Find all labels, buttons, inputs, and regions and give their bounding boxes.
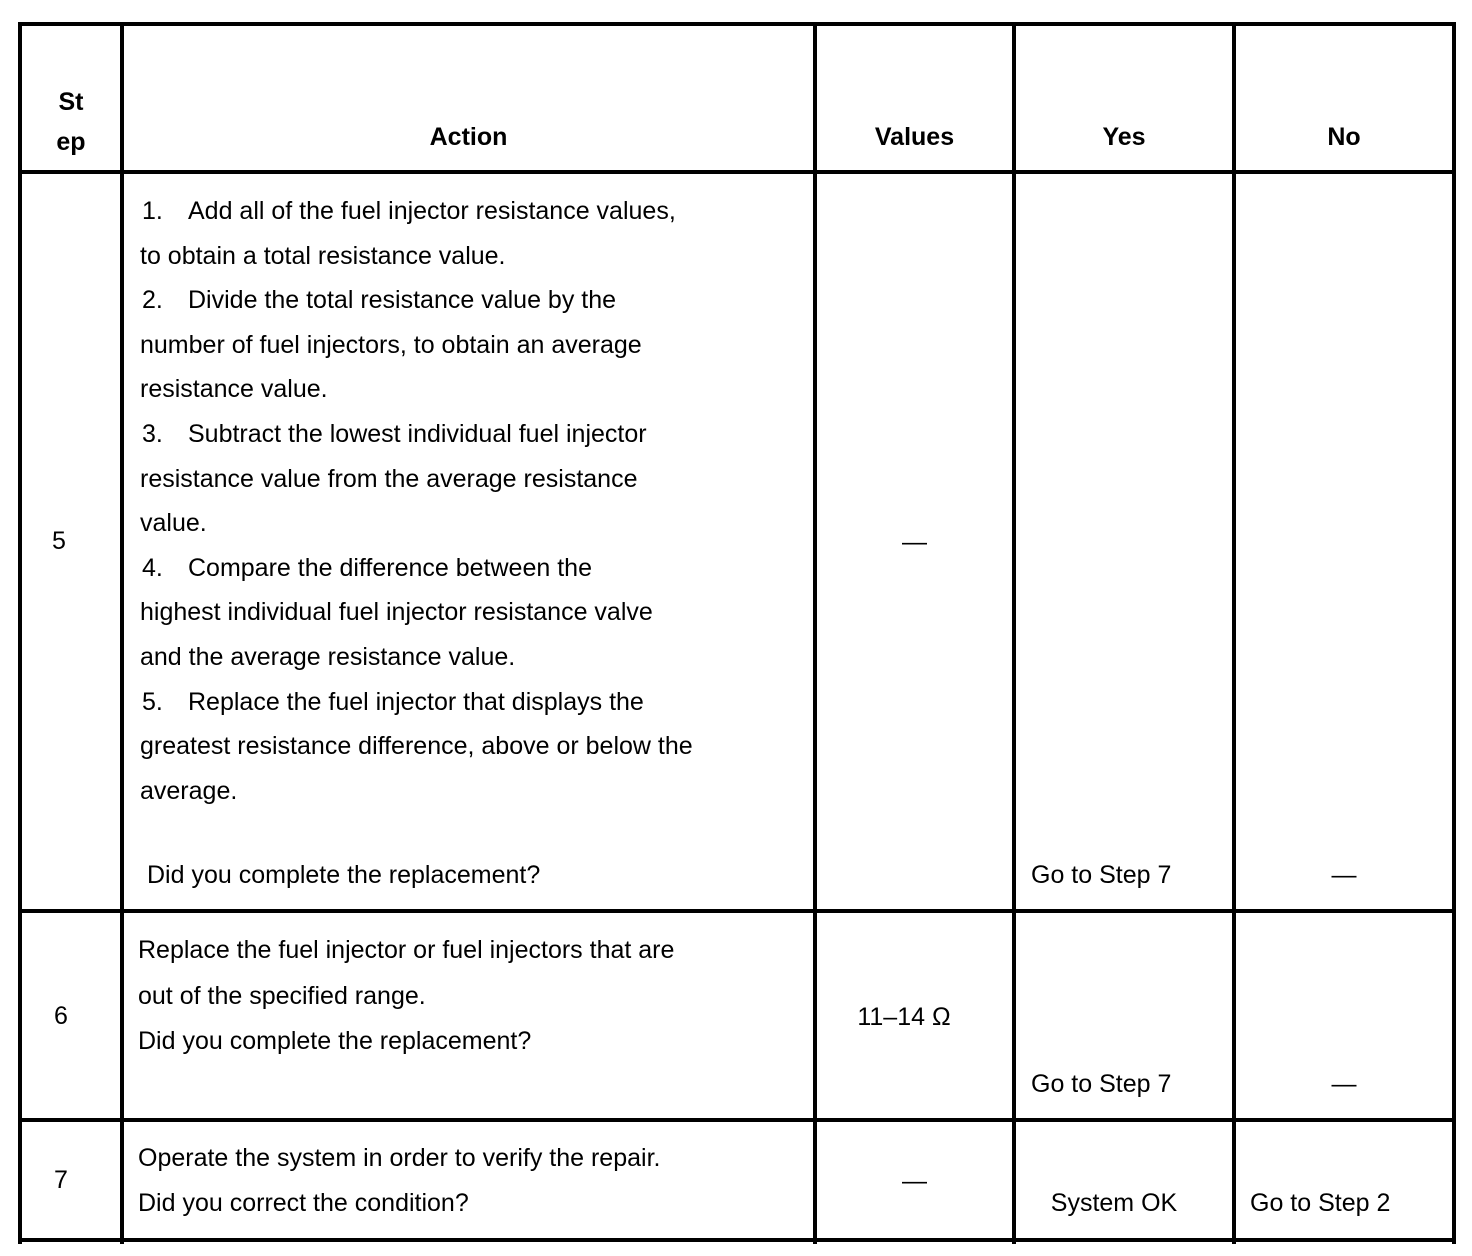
header-divider <box>18 170 1456 174</box>
step-item-number: 2. <box>142 286 163 315</box>
yes-cell: System OK <box>1050 1189 1178 1217</box>
action-line-text: Divide the total resistance value by the <box>188 286 617 315</box>
table-border-top <box>18 22 1456 26</box>
step-item-number: 3. <box>142 419 163 448</box>
action-line-text: Add all of the fuel injector resistance values, <box>188 197 676 225</box>
step-number: 5 <box>52 527 66 555</box>
yes-cell: Go to Step 7 <box>1031 1070 1172 1098</box>
column-divider <box>120 22 124 1244</box>
action-line-text: Replace the fuel injector or fuel injectors that are <box>138 936 675 964</box>
action-line <box>140 546 693 591</box>
action-line <box>138 1181 660 1226</box>
action-instructions <box>138 1136 660 1225</box>
action-line-text: highest individual fuel injector resistance valve <box>140 598 653 627</box>
column-divider <box>1012 22 1016 1244</box>
action-line <box>140 724 693 769</box>
action-line <box>140 769 693 814</box>
action-line-text: greatest resistance difference, above or below the <box>140 732 693 761</box>
diagnostic-table <box>18 22 1456 1244</box>
header-values: Values <box>874 123 955 151</box>
action-line-text: value. <box>140 509 207 538</box>
action-line <box>140 680 693 725</box>
step-number: 7 <box>54 1166 68 1194</box>
action-line <box>138 928 674 974</box>
row-divider <box>18 1118 1456 1122</box>
table-border-bottom <box>18 1238 1456 1242</box>
action-line <box>140 323 693 368</box>
action-line-text: out of the specified range. <box>138 981 426 1010</box>
action-line-text: Replace the fuel injector that displays the <box>188 687 644 716</box>
table-border-right <box>1452 22 1456 1244</box>
values-cell: — <box>902 528 927 556</box>
values-cell: 11–14 Ω <box>857 1003 951 1031</box>
action-line <box>140 278 693 323</box>
action-line-text: Did you complete the replacement? <box>138 1027 532 1055</box>
action-question: Did you complete the replacement? <box>147 861 541 889</box>
no-cell: — <box>1331 861 1357 889</box>
step-item-number: 1. <box>142 197 163 225</box>
table-border-left <box>18 22 22 1244</box>
action-line-text: to obtain a total resistance value. <box>140 241 506 270</box>
step-item-number: 4. <box>142 553 163 582</box>
action-line-text: Operate the system in order to verify the repair. <box>138 1144 661 1172</box>
values-cell: — <box>902 1167 927 1195</box>
step-item-number: 5. <box>142 687 163 716</box>
action-line <box>140 234 693 279</box>
action-line <box>138 974 674 1020</box>
action-instructions <box>140 189 693 813</box>
action-line <box>140 412 693 457</box>
header-no: No <box>1327 123 1361 151</box>
action-line <box>140 457 693 502</box>
action-line <box>140 367 693 412</box>
action-line <box>138 1019 674 1065</box>
header-yes: Yes <box>1102 123 1146 151</box>
action-line <box>140 189 693 234</box>
step-number: 6 <box>54 1002 68 1030</box>
action-line <box>140 590 693 635</box>
row-divider <box>18 909 1456 913</box>
action-line-text: Did you correct the condition? <box>138 1188 469 1217</box>
action-line-text: resistance value. <box>140 375 328 404</box>
action-line-text: Subtract the lowest individual fuel injector <box>188 419 647 448</box>
action-line-text: and the average resistance value. <box>140 642 516 671</box>
yes-cell: Go to Step 7 <box>1031 861 1172 889</box>
action-line-text: number of fuel injectors, to obtain an average <box>140 330 642 359</box>
action-line-text: resistance value from the average resistance <box>140 464 638 493</box>
action-line-text: average. <box>140 776 238 805</box>
action-line <box>138 1136 660 1181</box>
no-cell: — <box>1331 1070 1357 1098</box>
column-divider <box>813 22 817 1244</box>
column-divider <box>1232 22 1236 1244</box>
header-step: St ep <box>56 88 86 156</box>
header-action: Action <box>429 123 508 151</box>
action-line-text: Compare the difference between the <box>188 553 592 582</box>
action-instructions <box>138 928 674 1065</box>
no-cell: Go to Step 2 <box>1250 1189 1391 1217</box>
action-line <box>140 501 693 546</box>
action-line <box>140 635 693 680</box>
